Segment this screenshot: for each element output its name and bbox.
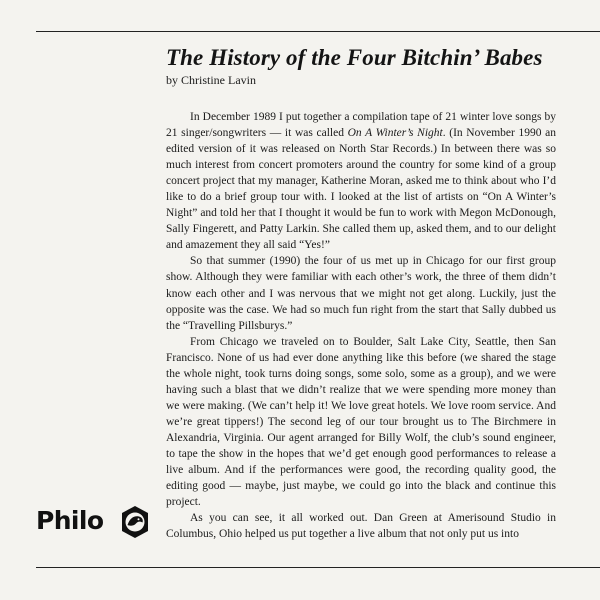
paragraph-1-start: In December 1989 I put together a compilation tape of 21 winter love songs by 21 singer/songwriters — it was called	[166, 111, 556, 140]
article-byline: by Christine Lavin	[166, 73, 256, 87]
philo-logo	[36, 504, 154, 540]
bottom-rule	[36, 567, 600, 568]
paragraph-2: So that summer (1990) the four of us met up in Chicago for our first group show. Although they were familiar with each other’s work, the three of them didn’t know each other and I was nervous that we might not get along. Luckily, just the opposite was the case. We had so much fun right from the start that Sally dubbed us the “Travelling Pillsburys.”	[166, 255, 556, 332]
paragraph-1-end: . (In November 1990 an edited version of it was released on North Star Records.) In between there was so much interest from concert promoters around the country for some kind of a group concert project that my manager, Katherine Moran, asked me to think about who I’d like to do a brief group tour with. I looked at the list of artists on “On A Winter’s Night” and told her that I thought it would be fun to work with Megon McDonough, Sally Fingerett, and Patty Larkin. She called them up, asked them, and to our delight and amazement they all said “Yes!”	[166, 127, 557, 252]
album-title: On A Winter’s Night	[347, 127, 443, 140]
philo-seal-icon	[118, 505, 152, 539]
paragraph-3: From Chicago we traveled on to Boulder, Salt Lake City, Seattle, then San Francisco. None of us had ever done anything like this before (we shared the stage the whole night, took turns doing songs, some solo, some as a group), and we were having such a blast that we didn’t realize that we were spending more money than we were making. (We can’t help it! We love great hotels. We love room service. And we’re great tippers!) The second leg of our tour brought us to The Birchmere in Alexandria, Virginia. Our agent arranged for Billy Wolf, the club’s sound engineer, to tape the show in the hopes that we’d get enough good performances to release a live album. And if the performances were good, the recording quality good, the editing good — maybe, just maybe, we could go into the black and continue this project.	[166, 335, 556, 509]
article-body	[166, 109, 556, 542]
top-rule	[36, 31, 600, 32]
paragraph-1	[166, 109, 556, 253]
paragraph-4: As you can see, it all worked out. Dan Green at Amerisound Studio in Columbus, Ohio helped us put together a live album that not only put us into	[166, 512, 556, 541]
logo-text: Philo	[36, 506, 104, 535]
article-title: The History of the Four Bitchin’ Babes	[166, 45, 543, 70]
